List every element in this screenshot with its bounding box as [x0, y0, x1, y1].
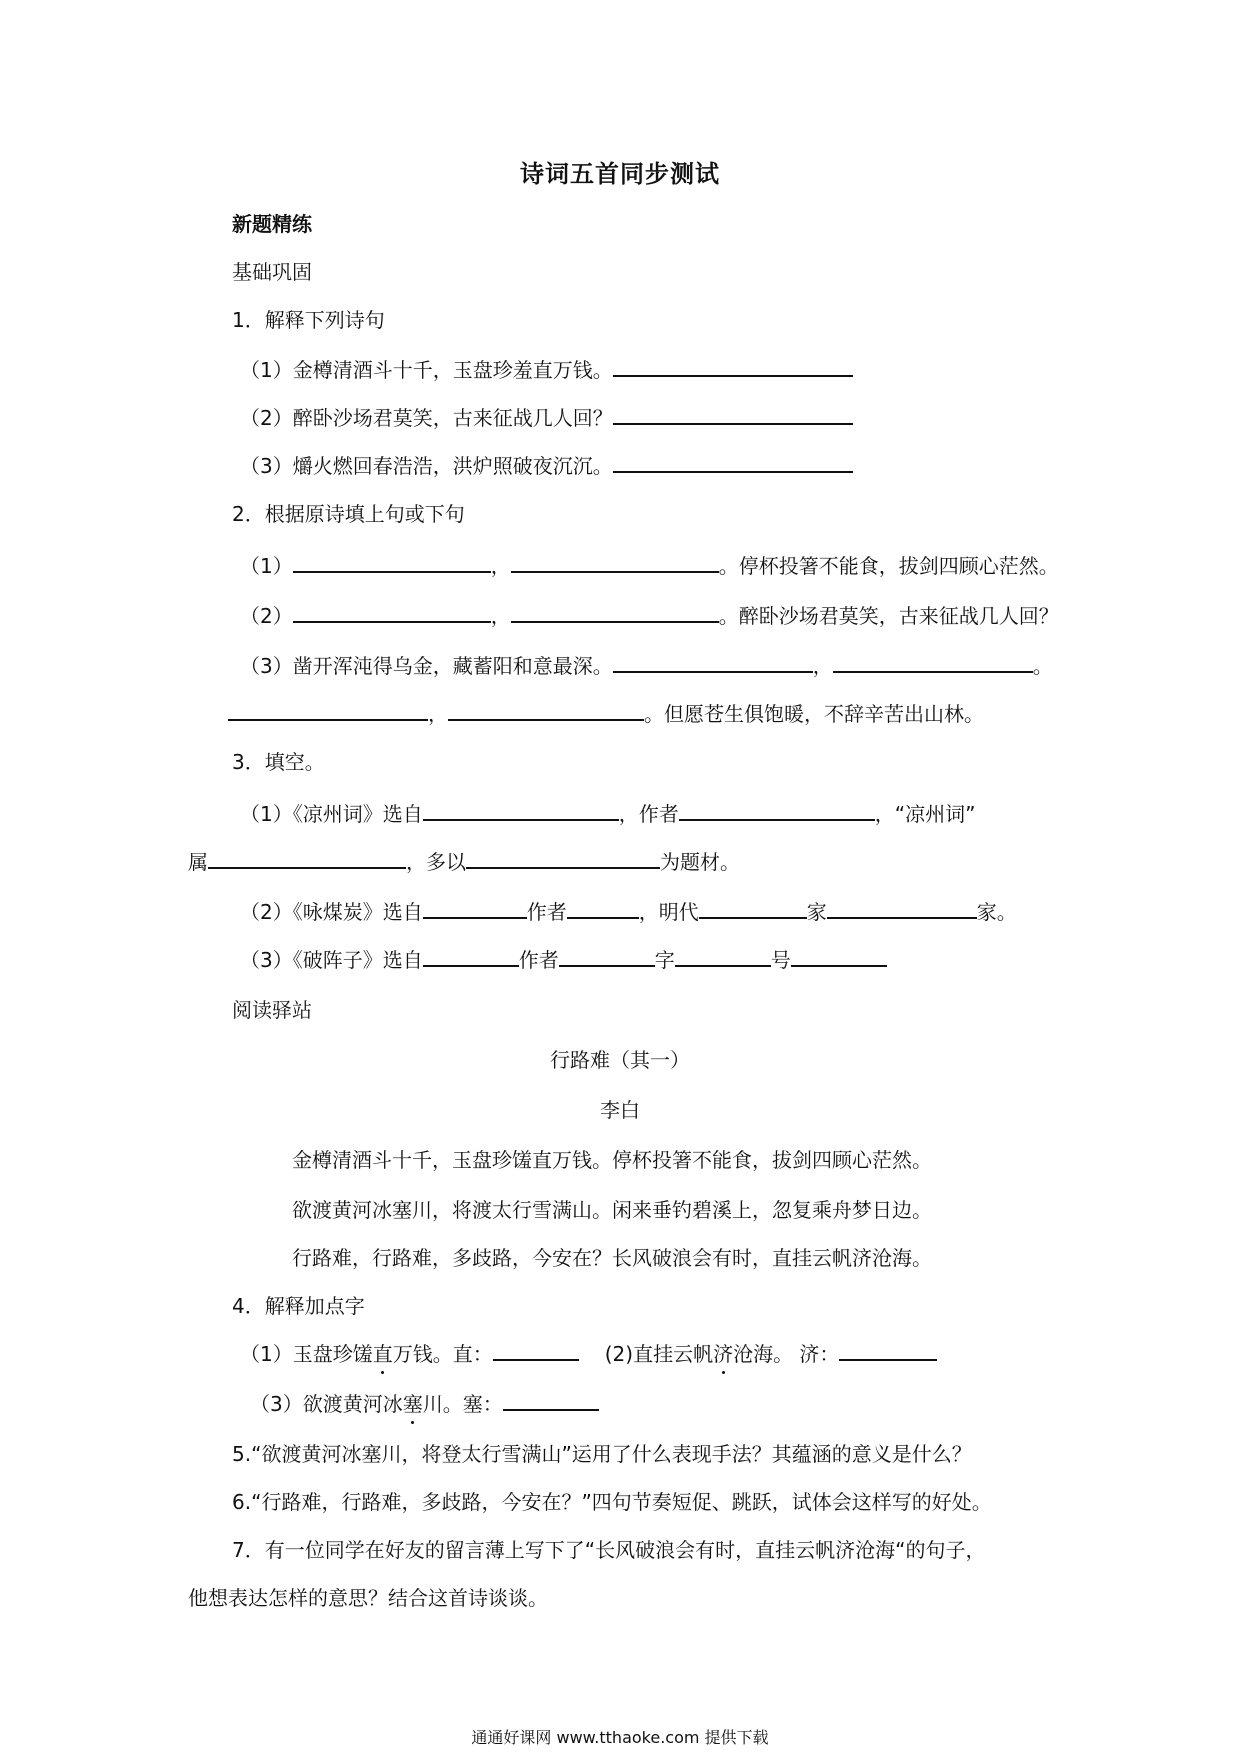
question-4-item-2-text-2: 沧海。 济：	[733, 1342, 840, 1366]
dotted-character: 济	[713, 1342, 734, 1366]
question-3-item-1	[240, 800, 975, 828]
answer-blank[interactable]	[503, 1391, 599, 1411]
question-2-item-2	[240, 602, 1059, 630]
question-3-item-1-text-2: ，“凉州词”	[874, 802, 976, 826]
answer-blank[interactable]	[559, 947, 655, 967]
question-1-item-3	[240, 452, 853, 480]
question-2-item-3-cont	[228, 700, 984, 728]
question-1-item-2-text: （2）醉卧沙场君莫笑，古来征战几人回？	[240, 406, 613, 430]
question-4-heading: 4．解释加点字	[232, 1294, 365, 1318]
comma: ，	[490, 554, 511, 578]
question-1-item-2	[240, 404, 853, 432]
dotted-character: 塞	[402, 1392, 423, 1416]
label-author: 作者	[526, 900, 567, 924]
question-6: 6.“行路难，行路难，多歧路，今安在？”四句节奏短促、跳跃，试体会这样写的好处。	[232, 1490, 992, 1514]
label-author: ，作者	[618, 802, 679, 826]
question-3-heading: 3．填空。	[232, 750, 325, 774]
question-4-item-3-text: （3）欲渡黄河冰	[250, 1392, 403, 1416]
question-2-item-2-suffix: 。醉卧沙场君莫笑，古来征战几人回？	[718, 604, 1059, 628]
section-heading-basic: 基础巩固	[232, 260, 312, 284]
poem-author: 李白	[600, 1098, 640, 1122]
question-3-item-3	[240, 946, 887, 974]
comma: ，	[490, 604, 511, 628]
poem-title: 行路难（其一）	[550, 1048, 690, 1072]
answer-blank[interactable]	[448, 701, 644, 721]
comma: ，	[428, 702, 448, 726]
question-3-item-2	[240, 898, 1017, 926]
answer-blank[interactable]	[228, 701, 428, 721]
answer-blank[interactable]	[423, 947, 519, 967]
answer-blank[interactable]	[699, 899, 807, 919]
answer-blank[interactable]	[679, 801, 875, 821]
question-1-heading: 1．解释下列诗句	[232, 308, 385, 332]
question-3-item-2-text: （2）《咏煤炭》选自	[240, 900, 423, 924]
question-4-item-1-text: （1）玉盘珍馐	[240, 1342, 373, 1366]
answer-blank[interactable]	[839, 1341, 937, 1361]
answer-blank[interactable]	[675, 947, 771, 967]
comma: ，	[812, 654, 833, 678]
question-2-item-3-suffix: 。但愿苍生俱饱暖，不辞辛苦出山林。	[644, 702, 984, 726]
question-3-item-3-text: （3）《破阵子》选自	[240, 948, 423, 972]
question-2-item-1-suffix: 。停杯投箸不能食，拔剑四顾心茫然。	[718, 554, 1059, 578]
question-4-item-2-text: (2)直挂云帆	[604, 1342, 714, 1366]
question-4-items-1-2	[240, 1340, 937, 1368]
answer-blank[interactable]	[423, 899, 527, 919]
answer-blank[interactable]	[827, 899, 977, 919]
poem-line-1: 金樽清酒斗十千，玉盘珍馐直万钱。停杯投箸不能食，拔剑四顾心茫然。	[292, 1148, 932, 1172]
footer-source: 通通好课网 www.tthaoke.com 提供下载	[471, 1728, 769, 1747]
answer-blank[interactable]	[293, 553, 491, 573]
label-jia: 家	[806, 900, 827, 924]
answer-blank[interactable]	[466, 849, 660, 869]
question-3-item-1-text: （1）《凉州词》选自	[240, 802, 423, 826]
answer-blank[interactable]	[511, 553, 719, 573]
label-author: 作者	[518, 948, 559, 972]
answer-blank[interactable]	[423, 801, 619, 821]
question-2-heading: 2．根据原诗填上句或下句	[232, 502, 465, 526]
question-1-item-1-text: （1）金樽清酒斗十千，玉盘珍羞直万钱。	[240, 358, 613, 382]
period: 。	[1032, 654, 1053, 678]
answer-blank[interactable]	[833, 653, 1033, 673]
label-hao: 号	[770, 948, 791, 972]
question-2-item-1	[240, 552, 1059, 580]
label-zi: 字	[654, 948, 675, 972]
section-heading-reading: 阅读驿站	[232, 998, 312, 1022]
answer-blank[interactable]	[293, 603, 491, 623]
label-jia-end: 家。	[976, 900, 1017, 924]
question-4-item-3-text-2: 川。塞：	[422, 1392, 503, 1416]
answer-blank[interactable]	[791, 947, 887, 967]
section-heading-main: 新题精练	[232, 212, 312, 236]
question-4-item-3	[250, 1390, 599, 1418]
question-1-item-3-text: （3）爝火燃回春浩浩，洪炉照破夜沉沉。	[240, 454, 613, 478]
question-1-item-1	[240, 356, 853, 384]
answer-blank[interactable]	[613, 453, 853, 473]
question-3-item-1-text-5: 为题材。	[660, 850, 740, 874]
answer-blank[interactable]	[613, 357, 853, 377]
page-title: 诗词五首同步测试	[520, 160, 720, 188]
poem-line-2: 欲渡黄河冰塞川，将渡太行雪满山。闲来垂钓碧溪上，忽复乘舟梦日边。	[292, 1198, 932, 1222]
label-ming-dynasty: ，明代	[638, 900, 699, 924]
answer-blank[interactable]	[613, 653, 813, 673]
poem-line-3: 行路难，行路难，多歧路，今安在？长风破浪会有时，直挂云帆济沧海。	[292, 1246, 932, 1270]
answer-blank[interactable]	[613, 405, 853, 425]
answer-blank[interactable]	[567, 899, 639, 919]
question-7-line-1: 7．有一位同学在好友的留言薄上写下了“长风破浪会有时，直挂云帆济沧海“的句子，	[232, 1538, 986, 1562]
question-2-item-2-prefix: （2）	[240, 604, 293, 628]
question-3-item-1-text-3: 属	[188, 850, 208, 874]
question-3-item-1-cont	[188, 848, 740, 876]
question-5: 5.“欲渡黄河冰塞川，将登太行雪满山”运用了什么表现手法？其蕴涵的意义是什么？	[232, 1442, 972, 1466]
answer-blank[interactable]	[208, 849, 406, 869]
question-2-item-3	[240, 652, 1053, 680]
dotted-character: 直	[372, 1342, 393, 1366]
question-2-item-1-prefix: （1）	[240, 554, 293, 578]
question-2-item-3-prefix: （3）凿开浑沌得乌金，藏蓄阳和意最深。	[240, 654, 613, 678]
answer-blank[interactable]	[511, 603, 719, 623]
answer-blank[interactable]	[493, 1341, 579, 1361]
question-3-item-1-text-4: ，多以	[406, 850, 466, 874]
question-4-item-1-text-2: 万钱。直：	[392, 1342, 493, 1366]
question-7-line-2: 他想表达怎样的意思？结合这首诗谈谈。	[188, 1586, 548, 1610]
